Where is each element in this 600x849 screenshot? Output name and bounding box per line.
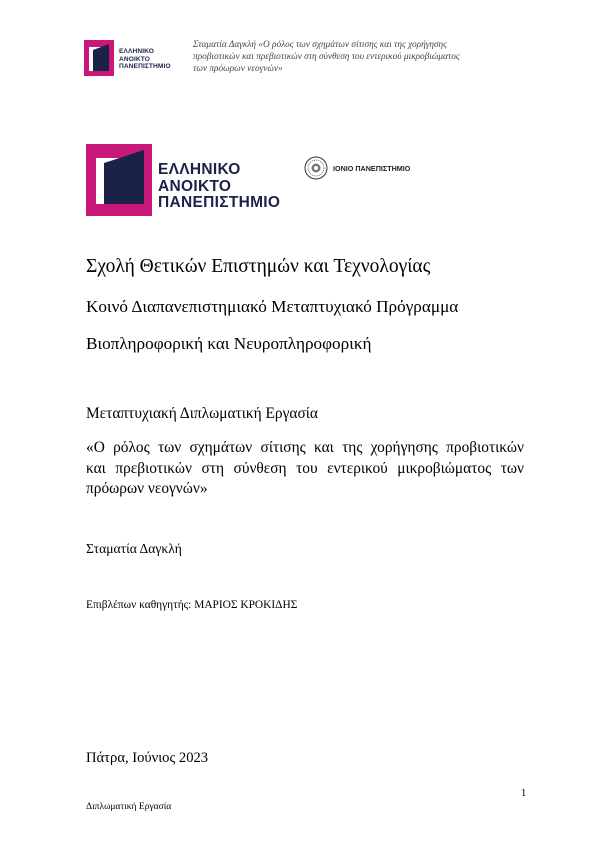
place-date: Πάτρα, Ιούνιος 2023 <box>86 750 209 766</box>
header-logo <box>84 40 184 76</box>
thesis-title <box>86 438 524 500</box>
eap-logo <box>86 144 286 216</box>
ionian-university-name: ΙΟΝΙΟ ΠΑΝΕΠΙΣΤΗΜΙΟ <box>333 164 411 173</box>
program-name: Βιοπληροφορική και Νευροπληροφορική <box>86 334 372 353</box>
footer-label: Διπλωματική Εργασία <box>86 802 172 812</box>
ionian-university-logo <box>304 156 424 182</box>
eap-logo-text: ΕΛΛΗΝΙΚΟ ΑΝΟΙΚΤΟ ΠΑΝΕΠΙΣΤΗΜΙΟ <box>158 161 281 211</box>
university-seal-icon <box>304 156 328 180</box>
thesis-title-line: «Ο ρόλος των σχημάτων σίτισης και της χορήγησης προβιοτικών <box>86 439 524 456</box>
running-header: Σταματία Δαγκλή «Ο ρόλος των σχημάτων σίτισης και της χορήγησης προβιοτικών και πρεβιοτικών στη σύνθεση του εντερικού μικροβιώματος των πρόωρων νεογνών» <box>193 40 460 74</box>
thesis-title-line: πρόωρων νεογνών» <box>86 480 208 497</box>
supervisor: Επιβλέπων καθηγητής: ΜΑΡΙΟΣ ΚΡΟΚΙΔΗΣ <box>86 599 298 611</box>
page-number: 1 <box>521 788 527 799</box>
eap-logo-mark-icon <box>86 144 152 216</box>
thesis-type: Μεταπτυχιακή Διπλωματική Εργασία <box>86 405 318 422</box>
eap-logo-mark-icon <box>84 40 114 76</box>
program-type: Κοινό Διαπανεπιστημιακό Μεταπτυχιακό Πρόγραμμα <box>86 297 459 316</box>
header-logo-text: ΕΛΛΗΝΙΚΟ ΑΝΟΙΚΤΟ ΠΑΝΕΠΙΣΤΗΜΙΟ <box>119 48 171 71</box>
school-name: Σχολή Θετικών Επιστημών και Τεχνολογίας <box>86 256 431 277</box>
author-name: Σταματία Δαγκλή <box>86 541 182 556</box>
thesis-title-line: και πρεβιοτικών στη σύνθεση του εντερικού μικροβιώματος των <box>86 459 524 477</box>
